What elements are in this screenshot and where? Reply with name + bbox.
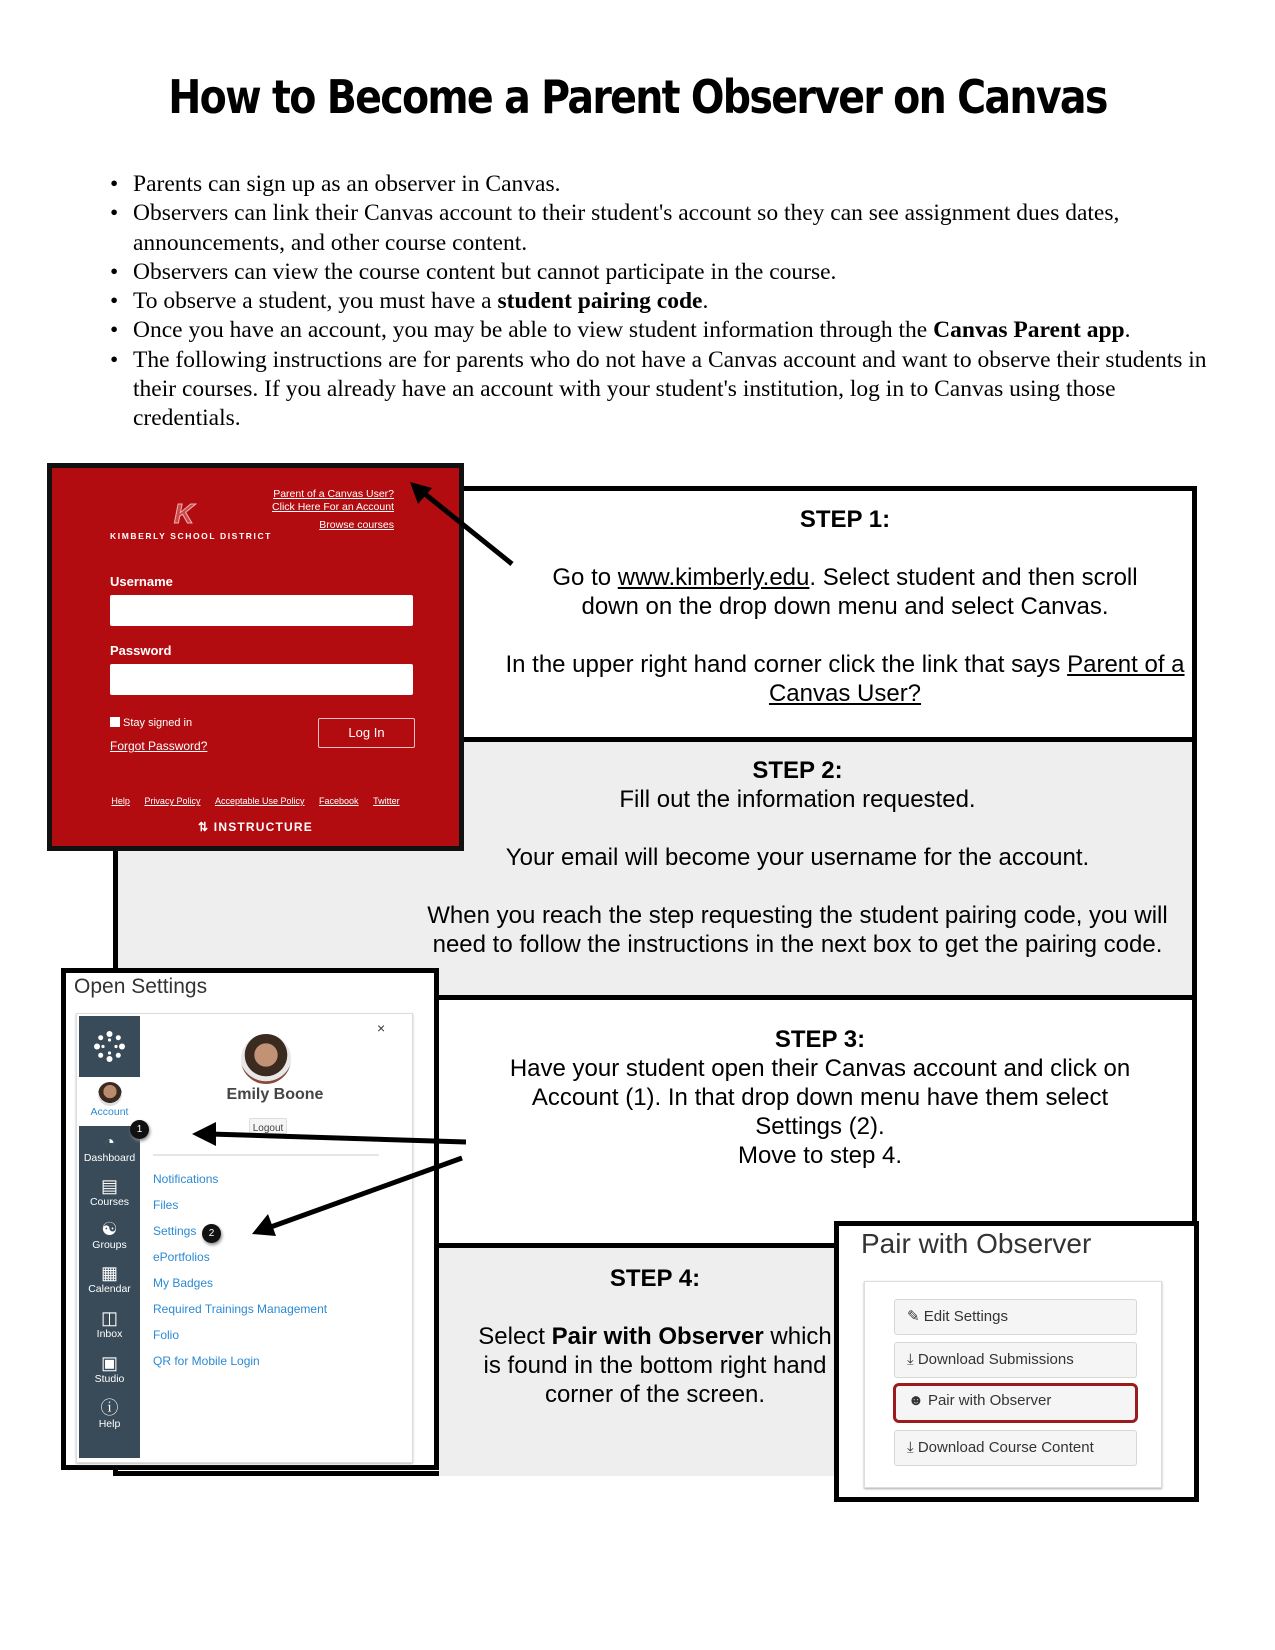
password-input[interactable] (110, 664, 413, 695)
step4-heading: STEP 4: (609, 1265, 701, 1292)
footer-links (52, 796, 459, 806)
pair-with-observer-screenshot (834, 1221, 1199, 1502)
nav-account[interactable]: Account (79, 1082, 140, 1118)
callout-badge-2: 2 (202, 1224, 221, 1243)
menu-folio[interactable]: Folio (153, 1328, 180, 1342)
intro-bullet-list (108, 170, 1208, 434)
menu-required-trainings[interactable]: Required Trainings Management (153, 1302, 328, 1316)
users-icon: ☻ (908, 1392, 928, 1409)
avatar-icon (98, 1082, 122, 1106)
canvas-logo-icon (79, 1016, 140, 1077)
step3-heading: STEP 3: (774, 1026, 866, 1053)
bullet-item: • To observe a student, you must have a student pairing code. (108, 287, 1208, 316)
nav-courses[interactable]: ▤ Courses (79, 1176, 140, 1208)
footer-link-twitter[interactable]: Twitter (373, 796, 400, 806)
stay-signed-in[interactable]: Stay signed in (110, 717, 192, 729)
bold-text: student pairing code (497, 288, 703, 315)
menu-settings[interactable]: Settings (153, 1224, 197, 1238)
footer-link-facebook[interactable]: Facebook (319, 796, 359, 806)
step1-heading: STEP 1: (799, 506, 891, 533)
bold-text: Canvas Parent app (933, 317, 1125, 344)
bullet-item: • Parents can sign up as an observer in Canvas. (108, 170, 1208, 199)
global-nav (79, 1016, 140, 1458)
inbox-icon: ◫ (100, 1308, 118, 1328)
nav-help[interactable]: ⓘ Help (79, 1398, 140, 1430)
forgot-password-link[interactable]: Forgot Password? (110, 739, 208, 753)
user-name: Emily Boone (226, 1086, 324, 1103)
arrow-icon (400, 480, 520, 570)
browse-courses-link[interactable]: Browse courses (319, 519, 394, 531)
kimberly-link[interactable]: www.kimberly.edu (617, 564, 810, 591)
open-settings-header: Open Settings (74, 975, 208, 998)
canvas-logo[interactable] (79, 1016, 140, 1077)
bullet-item: • The following instructions are for parents who do not have a Canvas account and want to observe their students in their courses. If you already have an account with your student's institution, log in to Canvas using those credentials. (108, 346, 1208, 434)
callout-badge-1: 1 (130, 1120, 149, 1139)
download-course-content-button[interactable]: ⤓ Download Course Content (894, 1430, 1137, 1466)
calendar-icon: ▦ (100, 1263, 118, 1283)
nav-groups[interactable]: ☯ Groups (79, 1219, 140, 1251)
bold-text: Pair with Observer (551, 1323, 764, 1350)
step2-heading: STEP 2: (752, 757, 843, 784)
menu-notifications[interactable]: Notifications (153, 1172, 219, 1186)
step3-box: STEP 3: Have your student open their Canvas account and click on Account (1). In that drop down menu have them select Settings (2). Move to step 4. (480, 1025, 1160, 1170)
username-input[interactable] (110, 595, 413, 626)
step-divider (439, 1243, 839, 1248)
edit-settings-button[interactable]: ✎ Edit Settings (894, 1299, 1137, 1335)
bullet-item: • Observers can link their Canvas account to their student's account so they can see assignment dues dates, announcements, and other course content. (108, 199, 1208, 258)
pair-header: Pair with Observer (861, 1228, 1092, 1259)
click-here-account-link[interactable]: Click Here For an Account (272, 501, 394, 513)
password-label: Password (110, 643, 172, 658)
groups-icon: ☯ (101, 1219, 118, 1239)
step2-box: STEP 2: Fill out the information requested. Your email will become your username for the account. When you reach the step requesting the student pairing code, you will need to follow the instructions in the next box to get the pairing code. (400, 756, 1195, 959)
step1-box (500, 505, 1190, 708)
studio-icon: ▣ (100, 1353, 118, 1373)
download-submissions-button[interactable]: ⤓ Download Submissions (894, 1342, 1137, 1378)
footer-link-help[interactable]: Help (111, 796, 130, 806)
parent-link-reference: Parent of a Canvas User? (768, 651, 1185, 707)
download-icon: ⤓ (907, 1351, 918, 1368)
menu-qr-mobile-login[interactable]: QR for Mobile Login (153, 1354, 260, 1368)
pencil-icon: ✎ (907, 1308, 924, 1325)
course-actions-card (864, 1281, 1162, 1488)
user-avatar (241, 1034, 291, 1084)
nav-studio[interactable]: ▣ Studio (79, 1353, 140, 1385)
step4-box: STEP 4: Select Pair with Observer which is found in the bottom right hand corner of the screen. (470, 1264, 840, 1409)
pair-with-observer-button[interactable]: ☻ Pair with Observer (893, 1383, 1138, 1423)
step1-paragraph1: Go to www.kimberly.edu. Select student and then scroll down on the drop down menu and select Canvas. (552, 564, 1138, 620)
nav-inbox[interactable]: ◫ Inbox (79, 1308, 140, 1340)
footer-link-privacy[interactable]: Privacy Policy (144, 796, 201, 806)
district-logo: K (173, 498, 195, 529)
step1-paragraph2: In the upper right hand corner click the link that says Parent of a Canvas User? (505, 651, 1185, 707)
menu-my-badges[interactable]: My Badges (153, 1276, 214, 1290)
bullet-item: • Once you have an account, you may be able to view student information through the Canvas Parent app. (108, 316, 1208, 345)
login-button[interactable]: Log In (318, 718, 415, 748)
courses-icon: ▤ (100, 1176, 118, 1196)
menu-eportfolios[interactable]: ePortfolios (153, 1250, 210, 1264)
bullet-item: • Observers can view the course content but cannot participate in the course. (108, 258, 1208, 287)
instructure-logo-icon: ⇅ (198, 820, 214, 834)
instructure-brand: ⇅ INSTRUCTURE (198, 820, 313, 834)
parent-of-canvas-user-link[interactable]: Parent of a Canvas User? (273, 488, 394, 500)
nav-dashboard[interactable]: ◔ Dashboard (79, 1132, 140, 1164)
stay-signed-in-checkbox[interactable] (110, 717, 120, 727)
close-icon[interactable]: × (377, 1020, 386, 1036)
logout-button[interactable]: Logout (249, 1118, 287, 1134)
nav-calendar[interactable]: ▦ Calendar (79, 1263, 140, 1295)
username-label: Username (110, 574, 173, 589)
dashboard-icon: ◔ (104, 1132, 115, 1152)
arrow-icon (180, 1110, 470, 1240)
menu-files[interactable]: Files (153, 1198, 179, 1212)
page-title: How to Become a Parent Observer on Canvas (168, 70, 1107, 124)
step-divider (439, 737, 1192, 742)
district-name: KIMBERLY SCHOOL DISTRICT (110, 531, 272, 541)
download-icon: ⤓ (907, 1439, 918, 1456)
help-icon: ⓘ (100, 1398, 119, 1418)
footer-link-aup[interactable]: Acceptable Use Policy (214, 796, 305, 806)
